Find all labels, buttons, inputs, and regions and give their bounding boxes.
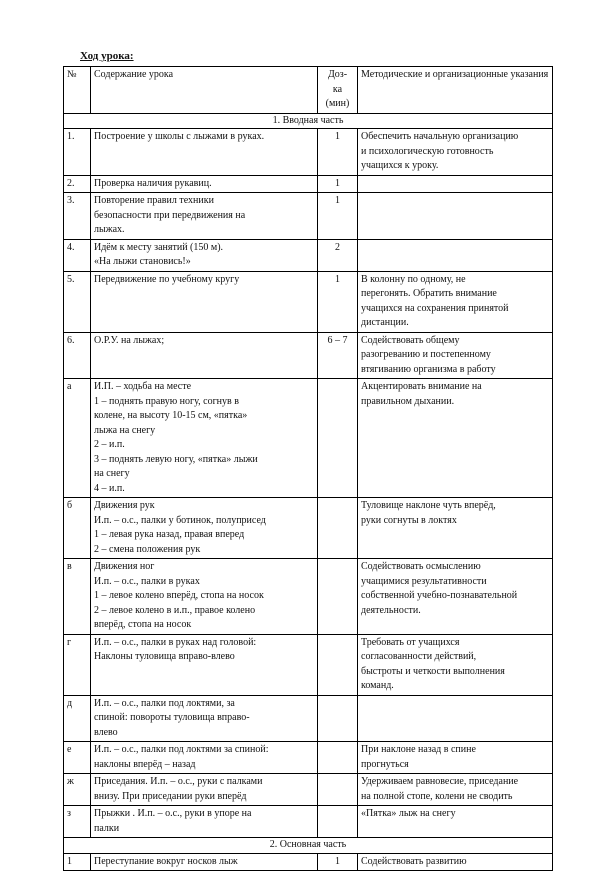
row-number: е: [64, 742, 91, 774]
row-content-line: 2 – и.п.: [94, 439, 125, 450]
row-content-line: Движения ног: [94, 561, 155, 572]
row-content-line: Идём к месту занятий (150 м).: [94, 241, 224, 253]
row-content: [91, 853, 318, 871]
row-notes-line: согласованности действий,: [361, 651, 477, 662]
row-number: 3.: [64, 193, 91, 240]
section-title: 2. Основная часть: [64, 838, 553, 854]
row-notes-line: и психологическую готовность: [361, 145, 494, 157]
row-notes-line: В колонну по одному, не: [361, 273, 466, 285]
row-notes: [358, 129, 553, 176]
table-row: [64, 332, 553, 379]
row-notes-line: на полной стопе, колени не сводить: [361, 790, 513, 802]
row-notes-line: Содействовать развитию: [361, 855, 467, 867]
table-row: [64, 271, 553, 332]
row-duration: [318, 695, 358, 742]
row-notes: [358, 239, 553, 271]
row-notes-line: деятельности.: [361, 604, 421, 616]
row-content-line: Передвижение по учебному кругу: [94, 273, 240, 285]
table-row: [64, 695, 553, 742]
row-notes-line: команд.: [361, 680, 394, 691]
table-row: [64, 175, 553, 193]
row-content: [91, 742, 318, 774]
table-row: [64, 559, 553, 635]
row-content-line: лыжах.: [94, 224, 125, 235]
row-content-line: 2 – левое колено в и.п., правое колено: [94, 604, 256, 616]
row-content-line: И.п. – о.с., палки у ботинок, полуприсед: [94, 514, 266, 526]
section-row: [64, 113, 553, 129]
row-notes: [358, 559, 553, 635]
row-content-line: Прыжки . И.п. – о.с., руки в упоре на: [94, 808, 252, 819]
row-content-line: Наклоны туловища вправо-влево: [94, 651, 235, 662]
table-row: [64, 774, 553, 806]
row-content: [91, 175, 318, 193]
row-notes-line: Туловище наклоне чуть вперёд,: [361, 500, 496, 511]
row-number: 1: [64, 853, 91, 871]
row-number: д: [64, 695, 91, 742]
row-notes: [358, 742, 553, 774]
row-notes: [358, 379, 553, 498]
row-duration: 1: [318, 193, 358, 240]
row-notes-line: «Пятка» лыж на снегу: [361, 808, 456, 819]
row-content-line: Построение у школы с лыжами в руках.: [94, 131, 265, 142]
row-notes: [358, 271, 553, 332]
table-row: [64, 634, 553, 695]
row-notes-line: учащихся к уроку.: [361, 160, 439, 171]
header-duration-line: ка: [332, 83, 343, 95]
row-content-line: «На лыжи становись!»: [94, 256, 191, 267]
row-content: [91, 271, 318, 332]
row-notes-line: втягиванию организма в работу: [361, 363, 496, 375]
row-number: г: [64, 634, 91, 695]
row-notes: [358, 193, 553, 240]
row-duration: [318, 806, 358, 838]
row-notes: [358, 634, 553, 695]
row-content-line: И.п. – о.с., палки в руках над головой:: [94, 636, 257, 648]
row-notes-line: перегонять. Обратить внимание: [361, 288, 497, 299]
row-notes: [358, 332, 553, 379]
row-content: [91, 695, 318, 742]
row-duration: 1: [318, 129, 358, 176]
row-content: [91, 193, 318, 240]
row-number: 1.: [64, 129, 91, 176]
row-content: [91, 239, 318, 271]
table-row: [64, 853, 553, 871]
row-number: 4.: [64, 239, 91, 271]
row-number: б: [64, 498, 91, 559]
header-content: Содержание урока: [91, 67, 318, 114]
section-row: [64, 838, 553, 854]
row-content-line: вперёд, стопа на носок: [94, 619, 192, 630]
header-duration-line: Доз-: [327, 69, 348, 80]
lesson-table: [63, 66, 553, 871]
row-notes-line: правильном дыхании.: [361, 395, 455, 407]
row-notes-line: собственной учебно-познавательной: [361, 590, 518, 601]
row-content-line: 3 – поднять левую ногу, «пятка» лыжи: [94, 453, 258, 465]
row-duration: 2: [318, 239, 358, 271]
row-number: 6.: [64, 332, 91, 379]
row-notes-line: Содействовать осмыслению: [361, 561, 481, 572]
row-content-line: Приседания. И.п. – о.с., руки с палками: [94, 776, 263, 787]
row-content-line: Повторение правил техники: [94, 195, 214, 206]
row-content-line: на снегу: [94, 468, 130, 479]
page-title: Ход урока:: [80, 50, 134, 62]
row-duration: [318, 498, 358, 559]
row-content: [91, 774, 318, 806]
row-content: [91, 379, 318, 498]
row-notes-line: учащихся на сохранения принятой: [361, 302, 509, 314]
row-number: з: [64, 806, 91, 838]
row-notes-line: учащимися результативности: [361, 575, 487, 587]
row-number: 2.: [64, 175, 91, 193]
row-content-line: 1 – левая рука назад, правая вперед: [94, 529, 245, 540]
header-duration-line: (мин): [325, 98, 350, 109]
row-content: [91, 332, 318, 379]
table-row: [64, 129, 553, 176]
row-notes-line: Содействовать общему: [361, 334, 460, 346]
row-content-line: Переступание вокруг носков лыж: [94, 855, 238, 867]
row-content-line: И.п. – о.с., палки под локтями, за: [94, 697, 235, 709]
row-content: [91, 806, 318, 838]
row-duration: 6 – 7: [318, 332, 358, 379]
row-duration: [318, 559, 358, 635]
row-content: [91, 634, 318, 695]
table-row: [64, 742, 553, 774]
row-content-line: колене, на высоту 10-15 см, «пятка»: [94, 410, 248, 421]
row-duration: [318, 634, 358, 695]
header-row: [64, 67, 553, 114]
row-content-line: влево: [94, 726, 118, 738]
row-content-line: И.П. – ходьба на месте: [94, 381, 192, 392]
row-content-line: О.Р.У. на лыжах;: [94, 334, 165, 346]
row-content-line: наклоны вперёд – назад: [94, 758, 196, 770]
row-notes-line: разогреванию и постепенному: [361, 349, 491, 360]
row-duration: [318, 742, 358, 774]
table-row: [64, 806, 553, 838]
row-notes-line: Обеспечить начальную организацию: [361, 131, 519, 142]
row-duration: [318, 379, 358, 498]
row-content-line: И.п. – о.с., палки под локтями за спиной:: [94, 744, 269, 755]
row-duration: 1: [318, 853, 358, 871]
row-number: 5.: [64, 271, 91, 332]
row-notes-line: руки согнуты в локтях: [361, 514, 457, 526]
row-content: [91, 129, 318, 176]
row-content: [91, 559, 318, 635]
row-number: в: [64, 559, 91, 635]
row-duration: 1: [318, 271, 358, 332]
row-notes: [358, 774, 553, 806]
table-row: [64, 379, 553, 498]
row-notes-line: прогнуться: [361, 758, 409, 770]
row-content-line: внизу. При приседании руки вперёд: [94, 790, 247, 802]
header-duration: [318, 67, 358, 114]
row-number: ж: [64, 774, 91, 806]
row-notes: [358, 853, 553, 871]
row-notes: [358, 806, 553, 838]
row-notes-line: Требовать от учащихся: [361, 636, 460, 648]
row-content-line: спиной: повороты туловища вправо-: [94, 712, 250, 723]
row-notes-line: дистанции.: [361, 317, 409, 328]
row-content-line: 2 – смена положения рук: [94, 543, 201, 555]
row-content-line: Проверка наличия рукавиц.: [94, 177, 212, 189]
row-notes: [358, 695, 553, 742]
header-num: №: [64, 67, 91, 114]
table-row: [64, 239, 553, 271]
row-content-line: лыжа на снегу: [94, 424, 156, 436]
row-content-line: 4 – и.п.: [94, 482, 125, 494]
row-number: а: [64, 379, 91, 498]
table-row: [64, 193, 553, 240]
row-notes-line: При наклоне назад в спине: [361, 744, 476, 755]
row-notes-line: Акцентировать внимание на: [361, 381, 482, 392]
row-notes: [358, 498, 553, 559]
row-content-line: безопасности при передвижения на: [94, 209, 246, 221]
row-content-line: И.п. – о.с., палки в руках: [94, 575, 200, 587]
row-content-line: 1 – левое колено вперёд, стопа на носок: [94, 590, 264, 601]
table-row: [64, 498, 553, 559]
row-content-line: Движения рук: [94, 500, 155, 511]
row-notes: [358, 175, 553, 193]
row-duration: [318, 774, 358, 806]
header-notes: Методические и организационные указания: [358, 67, 553, 114]
section-title: 1. Вводная часть: [64, 113, 553, 129]
row-notes-line: Удерживаем равновесие, приседание: [361, 776, 519, 787]
row-duration: 1: [318, 175, 358, 193]
row-notes-line: быстроты и четкости выполнения: [361, 665, 505, 677]
row-content: [91, 498, 318, 559]
row-content-line: палки: [94, 822, 120, 834]
row-content-line: 1 – поднять правую ногу, согнув в: [94, 395, 239, 407]
